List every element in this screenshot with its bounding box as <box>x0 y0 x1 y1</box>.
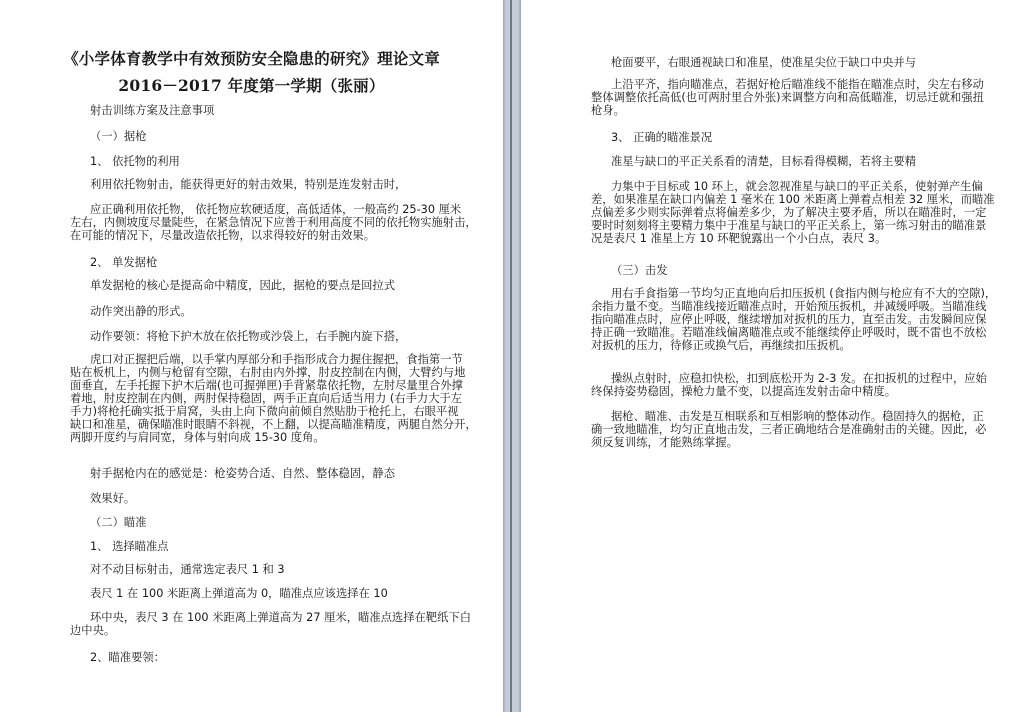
paragraph-line: 虎口对正握把后端，以手掌内厚部分和手指形成合力握住握把，食指第一节 <box>90 353 463 366</box>
paragraph-line: 动作突出静的形式。 <box>90 305 192 318</box>
paragraph-line: 枪面要平，右眼通视缺口和准星，使准星尖位于缺口中央并与 <box>611 56 917 69</box>
paragraph-line: 贴在板机上，内侧与枪留有空隙，右肘由内外撑，肘皮控制在内侧，大臂约与地 <box>70 366 466 379</box>
paragraph-line: 指向瞄准点时，应停止呼吸，继续增加对扳机的压力，直至击发。击发瞬间应保 <box>591 313 987 326</box>
paragraph-line: 两脚开度约与肩同宽，身体与射向成 15-30 度角。 <box>70 431 325 444</box>
paragraph-line: 面垂直，左手托握下护木后端(也可握弹匣)手背紧靠依托物，左肘尽量里合外撑 <box>70 379 463 392</box>
paragraph-line: 边中央。 <box>70 624 116 637</box>
page-gutter[interactable] <box>503 0 521 712</box>
paragraph-line: 点偏差多少则实际弹着点将偏差多少，为了解决主要矛盾，所以在瞄准时，一定 <box>591 206 987 219</box>
paragraph-line: 据枪、瞄准、击发是互相联系和互相影响的整体动作。稳固持久的据枪，正 <box>611 410 984 423</box>
paragraph-line: 利用依托物射击，能获得更好的射击效果，特别是连发射击时， <box>90 178 407 191</box>
paragraph-line: 在可能的情况下，尽量改造依托物，以求得较好的射击效果。 <box>70 229 376 242</box>
paragraph-line: 上沿平齐，指向瞄准点，若据好枪后瞄准线不能指在瞄准点时，尖左右移动 <box>611 78 984 91</box>
paragraph-line: 效果好。 <box>90 492 136 505</box>
paragraph <box>70 611 471 637</box>
subsection-heading: 2、瞄准要领： <box>90 651 165 664</box>
paragraph-line: 着地，肘皮控制在内侧，两肘保持稳固，两手正直向后适当用力 (右手力大于左 <box>70 392 463 405</box>
paragraph-line: 对不动目标射击，通常选定表尺 1 和 3 <box>90 563 285 576</box>
paragraph-line: 左右，内侧坡度尽量陡些，在紧急情况下应善于利用高度不同的依托物实施射击， <box>70 216 477 229</box>
paragraph-line: 动作要领：将枪下护木放在依托物或沙袋上，右手腕内旋下搭， <box>90 330 407 343</box>
paragraph-line: 环中央，表尺 3 在 100 米距离上弹道高为 27 厘米，瞄准点选择在靶纸下白 <box>90 611 471 624</box>
paragraph <box>70 203 477 242</box>
paragraph <box>591 372 987 398</box>
document-subtitle: 2016－2017 年度第一学期（张丽） <box>118 76 385 95</box>
document-title: 《小学体育教学中有效预防安全隐患的研究》理论文章 <box>63 49 440 68</box>
paragraph <box>591 78 984 117</box>
paragraph-line: 整体调整依托高低(也可两肘里合外张)来调整方向和高低瞄准，切忌迁就和强扭 <box>591 91 984 104</box>
paragraph <box>591 180 995 245</box>
paragraph-line: 操纵点射时，应稳扣快松，扣到底松开为 2-3 发。在扣扳机的过程中，应始 <box>611 372 987 385</box>
paragraph-line: 射手据枪内在的感觉是：枪姿势合适、自然、整体稳固，静态 <box>90 467 396 480</box>
section-heading: 射击训练方案及注意事项 <box>90 104 215 117</box>
paragraph-line: 况是表尺 1 准星上方 10 环靶貌露出一个小白点，表尺 3。 <box>591 232 887 245</box>
paragraph-line: 确一致地瞄准，均匀正直地击发，三者正确地结合是准确射击的关键。因此，必 <box>591 423 987 436</box>
paragraph-line: 缺口和准星，确保瞄准时眼睛不斜视，不上翻，以提高瞄准精度，两腿自然分开， <box>70 418 477 431</box>
paragraph-line: 单发据枪的核心是提高命中精度，因此，据枪的要点是回拉式 <box>90 279 396 292</box>
paragraph-line: 准星与缺口的平正关系看的清楚，目标看得模糊，若将主要精 <box>611 155 917 168</box>
paragraph-line: 枪身。 <box>591 104 625 117</box>
subsection-heading: 1、 依托物的利用 <box>90 155 180 168</box>
paragraph <box>591 287 996 352</box>
section-heading: （一）据枪 <box>90 130 147 143</box>
section-heading: （二）瞄准 <box>90 516 147 529</box>
paragraph-line: 用右手食指第一节均匀正直地向后扣压扳机 (食指内侧与枪应有不大的空隙)， <box>611 287 997 300</box>
paragraph-line: 差，如果准星在缺口内偏差 1 毫米在 100 米距离上弹着点相差 32 厘米，而瞄准 <box>591 193 995 206</box>
subsection-heading: 2、 单发据枪 <box>90 256 158 269</box>
paragraph-line: 终保持姿势稳固，操枪力量不变，以提高连发射击命中精度。 <box>591 385 897 398</box>
paragraph-line: 对扳机的压力，待修正或换气后，再继续扣压扳机。 <box>591 339 851 352</box>
subsection-heading: 1、 选择瞄准点 <box>90 540 169 553</box>
paragraph-line: 应正确利用依托物， 依托物应软硬适度，高低适体，一般高约 25-30 厘米 <box>90 203 462 216</box>
paragraph-line: 表尺 1 在 100 米距离上弹道高为 0，瞄准点应该选择在 10 <box>90 587 388 600</box>
paragraph-line: 须反复训练，才能熟练掌握。 <box>591 436 738 449</box>
paragraph-line: 持正确一致瞄准。若瞄准线偏离瞄准点或不能继续停止呼吸时，既不雷也不放松 <box>591 326 987 339</box>
paragraph <box>591 410 986 449</box>
section-heading: （三）击发 <box>611 264 668 277</box>
paragraph-line: 力集中于目标或 10 环上，就会忽视准星与缺口的平正关系，使射弹产生偏 <box>611 180 983 193</box>
paragraph-line: 要时时刻刻将主要精力集中于准星与缺口的平正关系上，第一练习射击的瞄准景 <box>591 219 987 232</box>
paragraph <box>70 353 477 444</box>
paragraph-line: 手力)将枪托确实抵于肩窝，头由上向下微向前倾自然贴肋于枪托上，右眼平视 <box>70 405 459 418</box>
subsection-heading: 3、 正确的瞄准景况 <box>611 131 713 144</box>
paragraph-line: 余指力量不变。当瞄准线接近瞄准点时，开始预压扳机，并减缓呼吸。当瞄准线 <box>591 300 987 313</box>
page-divider <box>510 0 512 712</box>
